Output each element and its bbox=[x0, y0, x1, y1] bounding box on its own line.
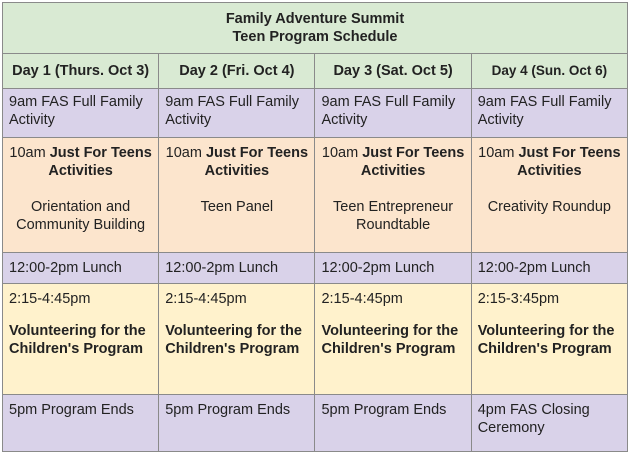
teen-label: Just For Teens Activities bbox=[360, 145, 465, 179]
volunteer-label: Volunteering for the Children's Program bbox=[477, 323, 615, 357]
teen-activity: Creativity Roundup bbox=[487, 199, 612, 215]
day-2-volunteer-cell bbox=[159, 284, 315, 395]
teen-activity: Teen Panel bbox=[200, 199, 274, 215]
table-title bbox=[3, 3, 628, 54]
day-3-teen-cell bbox=[315, 138, 471, 253]
teen-time: 10am bbox=[321, 145, 359, 161]
teen-label: Just For Teens Activities bbox=[48, 145, 152, 179]
teen-time: 10am bbox=[478, 145, 515, 161]
day-3-end: 5pm Program Ends bbox=[315, 395, 471, 452]
day-4-end: 4pm FAS Closing Ceremony bbox=[471, 395, 627, 452]
day-1-volunteer-cell bbox=[3, 284, 159, 395]
day-2-lunch: 12:00-2pm Lunch bbox=[159, 253, 315, 284]
day-4-teen-cell bbox=[471, 138, 627, 253]
volunteer-time: 2:15-4:45pm bbox=[321, 291, 403, 307]
volunteer-time: 2:15-4:45pm bbox=[9, 291, 91, 307]
day-1-family-activity: 9am FAS Full Family Activity bbox=[3, 89, 159, 138]
program-end-row bbox=[3, 395, 628, 452]
day-3-lunch: 12:00-2pm Lunch bbox=[315, 253, 471, 284]
volunteer-label: Volunteering for the Children's Program bbox=[9, 323, 146, 357]
teen-time: 10am bbox=[9, 145, 46, 161]
family-activity-row bbox=[3, 89, 628, 138]
title-line-2: Teen Program Schedule bbox=[232, 29, 398, 45]
title-row bbox=[3, 3, 628, 54]
volunteering-row bbox=[3, 284, 628, 395]
day-1-end: 5pm Program Ends bbox=[3, 395, 159, 452]
day-header-row bbox=[3, 54, 628, 89]
volunteer-time: 2:15-4:45pm bbox=[165, 291, 247, 307]
volunteer-label: Volunteering for the Children's Program bbox=[165, 323, 302, 357]
teen-activity: Orientation and Community Building bbox=[16, 199, 146, 233]
teen-time: 10am bbox=[165, 145, 202, 161]
day-4-header: Day 4 (Sun. Oct 6) bbox=[471, 54, 627, 89]
schedule-table bbox=[2, 2, 628, 452]
teen-label: Just For Teens Activities bbox=[204, 145, 309, 179]
teen-activities-row bbox=[3, 138, 628, 253]
day-2-teen-cell bbox=[159, 138, 315, 253]
teen-activity: Teen Entrepreneur Roundtable bbox=[333, 199, 454, 233]
day-4-lunch: 12:00-2pm Lunch bbox=[471, 253, 627, 284]
day-3-header: Day 3 (Sat. Oct 5) bbox=[315, 54, 471, 89]
day-1-lunch: 12:00-2pm Lunch bbox=[3, 253, 159, 284]
day-3-family-activity: 9am FAS Full Family Activity bbox=[315, 89, 471, 138]
day-4-family-activity: 9am FAS Full Family Activity bbox=[471, 89, 627, 138]
day-4-volunteer-cell bbox=[471, 284, 627, 395]
title-line-1: Family Adventure Summit bbox=[225, 11, 405, 27]
day-2-family-activity: 9am FAS Full Family Activity bbox=[159, 89, 315, 138]
volunteer-time: 2:15-3:45pm bbox=[477, 291, 560, 307]
day-3-volunteer-cell bbox=[315, 284, 471, 395]
day-2-end: 5pm Program Ends bbox=[159, 395, 315, 452]
lunch-row bbox=[3, 253, 628, 284]
day-2-header: Day 2 (Fri. Oct 4) bbox=[159, 54, 315, 89]
day-1-header: Day 1 (Thurs. Oct 3) bbox=[3, 54, 159, 89]
teen-label: Just For Teens Activities bbox=[517, 145, 621, 179]
volunteer-label: Volunteering for the Children's Program bbox=[321, 323, 459, 357]
day-1-teen-cell bbox=[3, 138, 159, 253]
